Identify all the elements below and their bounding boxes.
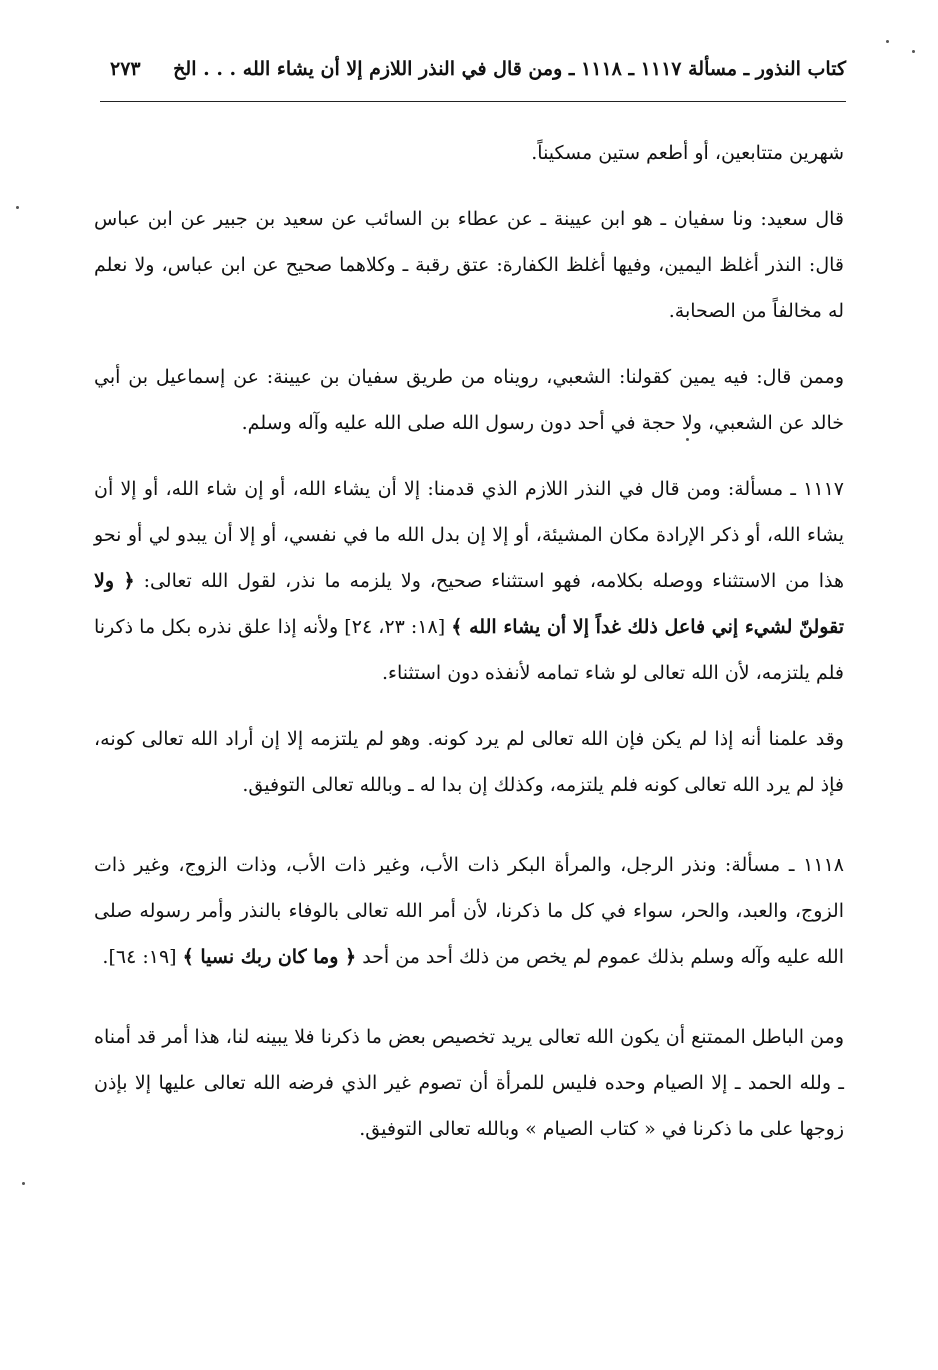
paragraph-text: ١١١٨ ـ مسألة: ونذر الرجل، والمرأة البكر ذات الأب، وغير ذات الأب، وذات الزوج، وغير ذات الزوج، والعبد، والحر، سواء في كل ما ذكرنا، لأن أمر الله تعالى بالوفاء بالنذر وأمر رسوله صلى الله عليه وآله وسلم بذلك عموم لم يخص من ذلك أحد من أحد xyxy=(94,854,844,968)
paragraph-issue-1117 xyxy=(94,466,844,696)
paragraph-text: [١٩: ٦٤]. xyxy=(102,946,177,968)
paragraph-divine-will xyxy=(94,716,844,808)
scan-speck xyxy=(886,40,889,43)
scan-speck xyxy=(16,206,19,209)
paragraph-text: ١١١٧ ـ مسألة: ومن قال في النذر اللازم الذي قدمنا: إلا أن يشاء الله، أو إن شاء الله، أو إلا أن يشاء الله، أو ذكر الإرادة مكان المشيئة، أو إلا إن بدل الله ما في نفسي، أو إلا أن يبدو لي أو نحو هذا من الاستثناء ووصله بكلامه، فهو استثناء صحيح، ولا يلزمه ما نذر، لقول الله تعالى: xyxy=(94,478,844,592)
running-header xyxy=(100,44,846,92)
paragraph-shabi-opinion xyxy=(94,354,844,446)
paragraph-text: وممن قال: فيه يمين كقولنا: الشعبي، رويناه من طريق سفيان بن عيينة: عن إسماعيل بن أبي خالد عن الشعبي، ولا حجة في أحد دون رسول الله صلى الله عليه وآله وسلم. xyxy=(94,366,844,434)
paragraph-saeed-narration xyxy=(94,196,844,334)
paragraph-text: [١٨: ٢٣، ٢٤] ولأنه إذا علق نذره بكل ما ذكرنا فلم يلتزمه، لأن الله تعالى لو شاء تمامه لأنفذه دون استثناء. xyxy=(94,616,844,684)
scan-speck xyxy=(22,1182,25,1185)
page-number: ٢٧٣ xyxy=(110,58,141,80)
paragraph-text: ومن الباطل الممتنع أن يكون الله تعالى يريد تخصيص بعض ما ذكرنا فلا يبينه لنا، هذا أمر قد أمناه ـ ولله الحمد ـ إلا الصيام وحده فليس للمرأة أن تصوم غير الذي فرضه الله تعالى عليها إلا بإذن زوجها على ما ذكرنا في « كتاب الصيام » وبالله تعالى التوفيق. xyxy=(94,1026,844,1140)
paragraph-issue-1118 xyxy=(94,842,844,980)
header-rule xyxy=(100,101,846,102)
quran-quote: ﴿ وما كان ربك نسيا ﴾ xyxy=(182,946,357,968)
header-title: كتاب النذور ـ مسألة ١١١٧ ـ ١١١٨ ـ ومن قال في النذر اللازم إلا أن يشاء الله . . . الخ xyxy=(173,58,846,80)
scan-speck xyxy=(686,438,689,441)
scan-speck xyxy=(912,50,915,53)
quran-quote: ﴿ ولا تقولنّ لشيء إني فاعل ذلك غداً إلا أن يشاء الله ﴾ xyxy=(94,570,845,638)
body-text xyxy=(94,130,844,1152)
paragraph-text: قال سعيد: ونا سفيان ـ هو ابن عيينة ـ عن عطاء بن السائب عن سعيد بن جبير عن ابن عباس قال: النذر أغلظ اليمين، وفيها أغلظ الكفارة: عتق رقبة ـ وكلاهما صحيح عن ابن عباس، ولا نعلم له مخالفاً من الصحابة. xyxy=(94,208,844,322)
paragraph-text: شهرين متتابعين، أو أطعم ستين مسكيناً. xyxy=(531,142,844,164)
paragraph-text: وقد علمنا أنه إذا لم يكن فإن الله تعالى لم يرد كونه. وهو لم يلتزمه إلا إن أراد الله تعالى كونه، فإذ لم يرد الله تعالى كونه فلم يلتزمه، وكذلك إن بدا له ـ وبالله تعالى التوفيق. xyxy=(94,728,844,796)
paragraph-fasting-exception xyxy=(94,1014,844,1152)
paragraph-continuation xyxy=(94,130,844,176)
